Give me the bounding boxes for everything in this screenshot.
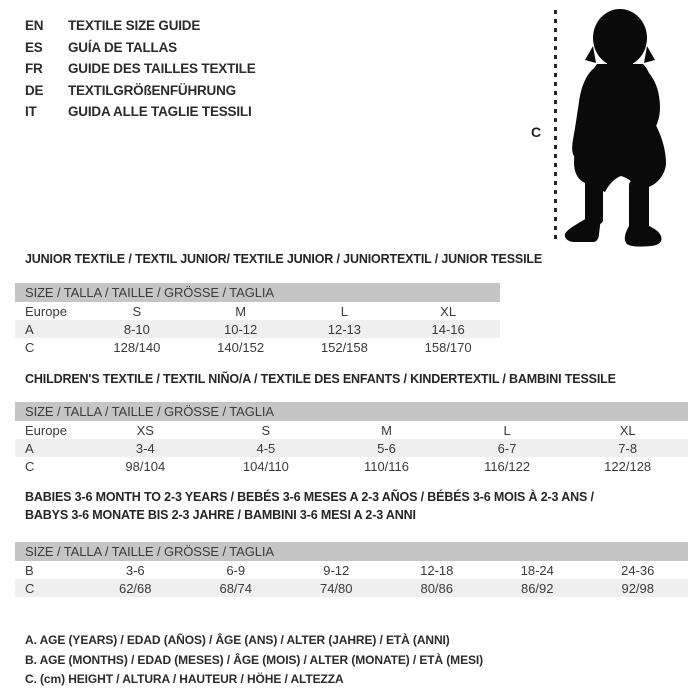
cell: 68/74 <box>219 580 253 596</box>
row-label: B <box>25 562 34 578</box>
row-label: C <box>25 339 35 355</box>
legend-age-months: B. AGE (MONTHS) / EDAD (MESES) / ÂGE (MOIS) / ALTER (MONATE) / ETÀ (MESI) <box>25 652 484 667</box>
size-header-bar: SIZE / TALLA / TAILLE / GRÖSSE / TAGLIA <box>15 283 500 302</box>
cell: L <box>340 303 348 319</box>
babies-size-table <box>15 542 688 597</box>
cell: 8-10 <box>123 321 150 337</box>
row-label: A <box>25 321 34 337</box>
table-row-height <box>15 579 688 597</box>
babies-title-line1: BABIES 3-6 MONTH TO 2-3 YEARS / BEBÉS 3-6 MESES A 2-3 AÑOS / BÉBÉS 3-6 MOIS À 2-3 ANS / <box>25 490 594 504</box>
table-row-height <box>15 457 688 475</box>
legend-height-cm: C. (cm) HEIGHT / ALTURA / HAUTEUR / HÖHE / ALTEZZA <box>25 672 344 686</box>
cell: 18-24 <box>520 562 554 578</box>
cell: M <box>381 422 392 438</box>
table-row-height <box>15 338 500 356</box>
language-row-it <box>25 101 256 123</box>
height-measure-label: C <box>531 124 542 140</box>
cell: 128/140 <box>113 339 161 355</box>
language-title: TEXTILGRÖßENFÜHRUNG <box>68 82 236 98</box>
table-row-europe <box>15 302 500 320</box>
language-code: ES <box>25 39 43 55</box>
cell: L <box>503 422 511 438</box>
cell: 9-12 <box>323 562 350 578</box>
row-label: Europe <box>25 303 67 319</box>
cell: M <box>235 303 247 319</box>
cell: 122/128 <box>604 458 652 474</box>
cell: 12-13 <box>327 321 361 337</box>
language-code: DE <box>25 82 44 98</box>
cell: 24-36 <box>621 562 655 578</box>
cell: XL <box>619 422 636 438</box>
language-row-fr <box>25 58 256 80</box>
junior-size-table <box>15 283 500 356</box>
height-dotted-line <box>554 10 557 243</box>
language-title: TEXTILE SIZE GUIDE <box>68 18 201 34</box>
language-code: FR <box>25 61 43 77</box>
cell: 12-18 <box>420 562 454 578</box>
children-section-title: CHILDREN'S TEXTILE / TEXTIL NIÑO/A / TEXTILE DES ENFANTS / KINDERTEXTIL / BAMBINI TESSILE <box>25 372 616 386</box>
row-label: C <box>25 458 35 474</box>
language-title: GUÍA DE TALLAS <box>68 39 177 55</box>
legend-age-years: A. AGE (YEARS) / EDAD (AÑOS) / ÂGE (ANS) / ALTER (JAHRE) / ETÀ (ANNI) <box>25 633 450 647</box>
language-title: GUIDA ALLE TAGLIE TESSILI <box>68 104 252 120</box>
cell: 110/116 <box>363 458 410 474</box>
cell: 152/158 <box>320 339 368 355</box>
language-row-de <box>25 80 256 102</box>
table-row-age <box>15 439 688 457</box>
cell: 104/110 <box>242 458 289 474</box>
row-label: C <box>25 580 35 596</box>
cell: 92/98 <box>621 580 655 596</box>
language-row-en <box>25 15 256 37</box>
size-header-bar: SIZE / TALLA / TAILLE / GRÖSSE / TAGLIA <box>15 402 688 421</box>
cell: 3-4 <box>135 440 155 456</box>
cell: S <box>261 422 271 438</box>
language-code: EN <box>25 18 44 34</box>
cell: 5-6 <box>377 440 396 456</box>
cell: XS <box>136 422 154 438</box>
cell: 14-16 <box>431 321 465 337</box>
cell: 6-9 <box>226 562 246 578</box>
size-header-bar: SIZE / TALLA / TAILLE / GRÖSSE / TAGLIA <box>15 542 688 561</box>
language-title: GUIDE DES TAILLES TEXTILE <box>68 61 256 77</box>
table-row-europe <box>15 421 688 439</box>
cell: 116/122 <box>484 458 531 474</box>
cell: 62/68 <box>118 580 152 596</box>
cell: 140/152 <box>217 339 265 355</box>
cell: 86/92 <box>520 580 554 596</box>
measure-legend <box>25 631 483 690</box>
babies-title-line2: BABYS 3-6 MONATE BIS 2-3 JAHRE / BAMBINI 3-6 MESI A 2-3 ANNI <box>25 508 416 522</box>
cell: 10-12 <box>224 321 258 337</box>
language-code: IT <box>25 104 37 120</box>
junior-section-title: JUNIOR TEXTILE / TEXTIL JUNIOR/ TEXTILE JUNIOR / JUNIORTEXTIL / JUNIOR TESSILE <box>25 252 543 266</box>
toddler-silhouette-icon <box>563 6 695 248</box>
cell: S <box>132 303 142 319</box>
cell: 4-5 <box>256 440 276 456</box>
table-row-months <box>15 561 688 579</box>
babies-section-title <box>25 488 594 524</box>
children-size-table <box>15 402 688 475</box>
cell: XL <box>440 303 457 319</box>
table-row-age <box>15 320 500 338</box>
cell: 6-7 <box>497 440 517 456</box>
language-list <box>25 15 256 123</box>
cell: 98/104 <box>125 458 166 474</box>
cell: 74/80 <box>319 580 353 596</box>
row-label: A <box>25 440 34 456</box>
cell: 80/86 <box>420 580 454 596</box>
row-label: Europe <box>25 422 67 438</box>
language-row-es <box>25 37 256 59</box>
cell: 158/170 <box>424 339 472 355</box>
cell: 3-6 <box>125 562 145 578</box>
cell: 7-8 <box>618 440 638 456</box>
